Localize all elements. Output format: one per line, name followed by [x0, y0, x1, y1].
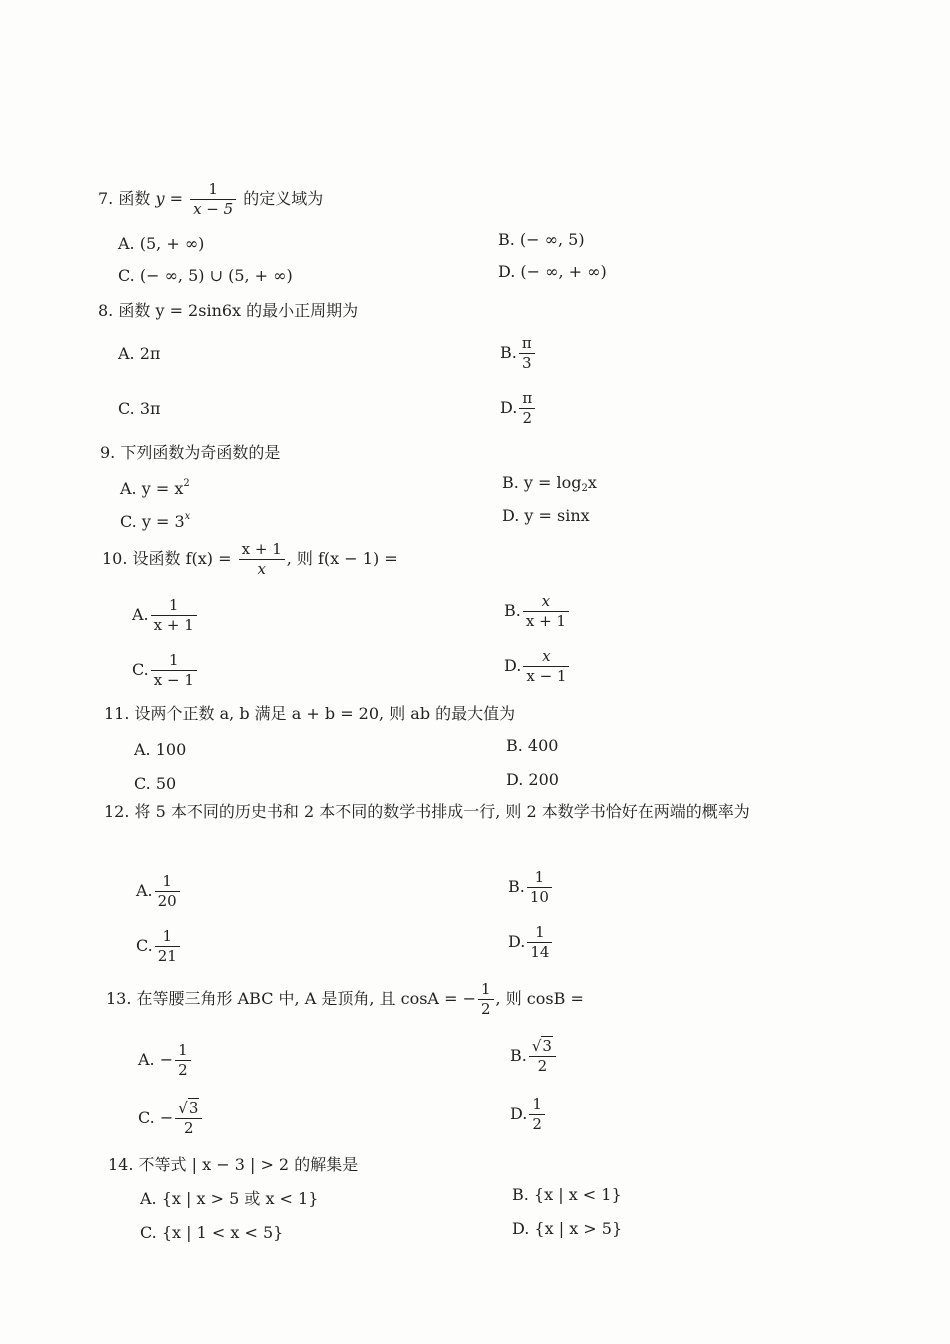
q9-option-c[interactable]: C. $y = 3^x$	[120, 511, 191, 531]
q13-option-c[interactable]: C. − $\frac{√3}{2}$	[138, 1101, 204, 1136]
q9-option-d[interactable]: D. y = sinx	[502, 506, 590, 525]
q7-option-d[interactable]: D. (− ∞, + ∞)	[498, 262, 607, 281]
q7-stem: 7. 函数 y = $\frac{1}{x - 5}$ 的定义域为	[98, 180, 324, 218]
q13-option-a[interactable]: A. − $\frac{1}{2}$	[138, 1043, 193, 1078]
q11-option-d[interactable]: D. 200	[506, 770, 559, 789]
q8-stem: 8. 函数 y = 2sin6x 的最小正周期为	[98, 301, 359, 320]
q7-option-b[interactable]: B. (− ∞, 5)	[498, 230, 585, 249]
q12-stem: 12. 将 5 本不同的历史书和 2 本不同的数学书排成一行, 则 2 本数学书恰好在两端的概率为	[104, 802, 750, 821]
q7-fraction: $\frac{1}{x - 5}$	[190, 182, 236, 217]
q8-option-b[interactable]: B. $\frac{\pi}{3}$	[500, 336, 537, 371]
q10-option-b[interactable]: B. $\frac{x}{x + 1}$	[504, 594, 571, 629]
q11-option-c[interactable]: C. 50	[134, 774, 177, 793]
q14-option-b[interactable]: B. {x | x < 1}	[512, 1185, 622, 1204]
q9-option-b[interactable]: B. $y = \log_2x$	[502, 473, 597, 494]
q8-option-a[interactable]: A. 2π	[118, 344, 161, 363]
q10-option-c[interactable]: C. $\frac{1}{x - 1}$	[132, 653, 199, 688]
q14-option-d[interactable]: D. {x | x > 5}	[512, 1219, 623, 1238]
q14-stem: 14. 不等式 | x − 3 | > 2 的解集是	[108, 1155, 359, 1174]
sqrt-symbol: √3	[178, 1099, 199, 1117]
sqrt-symbol: √3	[531, 1037, 552, 1055]
q10-option-d[interactable]: D. $\frac{x}{x - 1}$	[504, 649, 571, 684]
q14-option-a[interactable]: A. {x | x > 5 或 x < 1}	[140, 1189, 319, 1208]
q10-stem: 10. 设函数 f(x) = $\frac{x + 1}{x}$ , 则 f(x − 1) =	[102, 540, 398, 578]
q12-option-b[interactable]: B. $\frac{1}{10}$	[508, 870, 554, 905]
q13-option-d[interactable]: D. $\frac{1}{2}$	[510, 1097, 547, 1132]
q14-option-c[interactable]: C. {x | 1 < x < 5}	[140, 1223, 284, 1242]
q8-option-c[interactable]: C. 3π	[118, 399, 161, 418]
q8-option-d[interactable]: D. $\frac{\pi}{2}$	[500, 391, 537, 426]
q12-option-a[interactable]: A. $\frac{1}{20}$	[136, 874, 182, 909]
q13-option-b[interactable]: B. $\frac{√3}{2}$	[510, 1039, 558, 1074]
q7-option-c[interactable]: C. (− ∞, 5) ∪ (5, + ∞)	[118, 266, 293, 285]
q11-stem: 11. 设两个正数 a, b 满足 a + b = 20, 则 ab 的最大值为	[104, 704, 516, 723]
q12-option-c[interactable]: C. $\frac{1}{21}$	[136, 929, 182, 964]
q11-option-b[interactable]: B. 400	[506, 736, 559, 755]
q9-stem: 9. 下列函数为奇函数的是	[100, 443, 281, 462]
q13-stem: 13. 在等腰三角形 ABC 中, A 是顶角, 且 cosA = − $\frac{1}{2}$ , 则 cosB =	[106, 980, 584, 1018]
q11-option-a[interactable]: A. 100	[134, 740, 187, 759]
q9-option-a[interactable]: A. $y = x^2$	[120, 478, 190, 498]
q10-option-a[interactable]: A. $\frac{1}{x + 1}$	[132, 598, 199, 633]
q7-option-a[interactable]: A. (5, + ∞)	[118, 234, 205, 253]
q12-option-d[interactable]: D. $\frac{1}{14}$	[508, 925, 554, 960]
